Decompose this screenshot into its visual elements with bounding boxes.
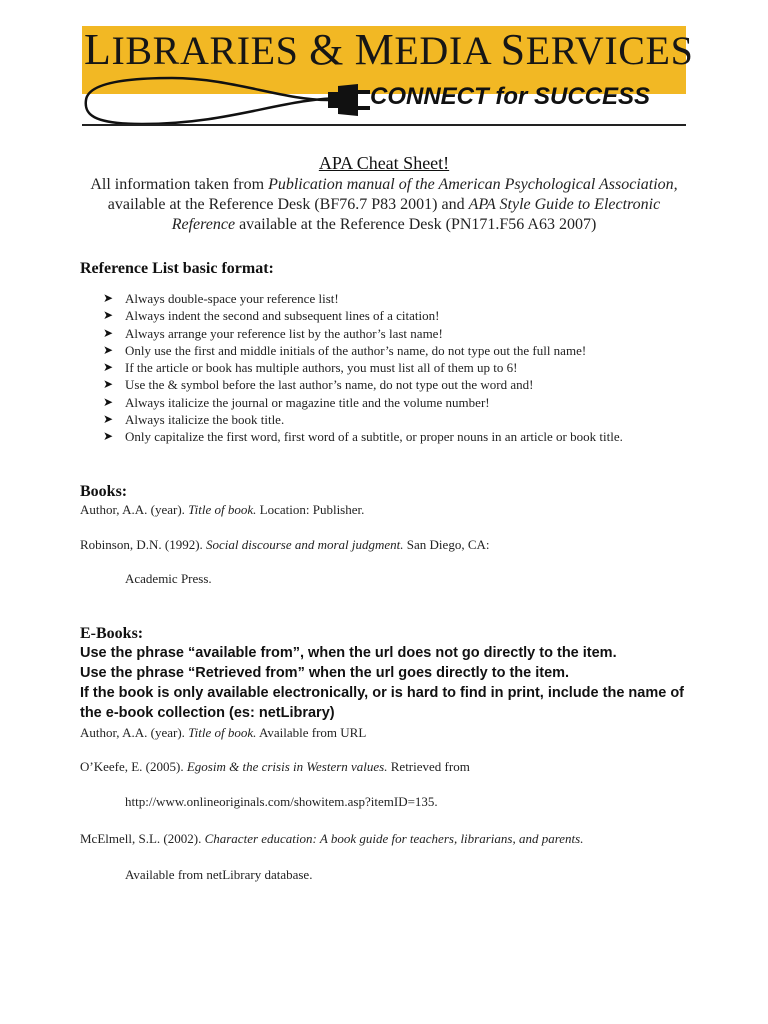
- arrow-bullet-icon: ➤: [103, 360, 114, 375]
- ebooks-format-line: Author, A.A. (year). Title of book. Available from URL: [80, 725, 367, 740]
- banner-divider: [82, 124, 686, 126]
- banner-title: LIBRARIES & MEDIA SERVICES: [84, 25, 694, 74]
- ebooks-example-2-continuation: Available from netLibrary database.: [125, 867, 313, 882]
- list-item: ➤ Always indent the second and subsequent lines of a citation!: [103, 308, 440, 324]
- arrow-bullet-icon: ➤: [103, 377, 114, 392]
- list-item: ➤ Always italicize the journal or magazine title and the volume number!: [103, 394, 490, 410]
- list-item: ➤ Only use the first and middle initials of the author’s name, do not type out the full name!: [103, 342, 587, 358]
- arrow-bullet-icon: ➤: [103, 342, 114, 357]
- list-item: ➤ Always double-space your reference list!: [103, 291, 339, 306]
- books-format-line: Author, A.A. (year). Title of book. Location: Publisher.: [80, 502, 365, 517]
- list-item: ➤ If the article or book has multiple authors, you must list all of them up to 6!: [103, 360, 518, 376]
- arrow-bullet-icon: ➤: [103, 429, 114, 444]
- intro-paragraph: All information taken from Publication manual of the American Psychological Association, available at the Reference Desk (BF76.7 P83 2001) and APA Style Guide to Electronic Reference available at the Reference Desk (PN171.F56 A63 2007): [90, 176, 678, 233]
- ebooks-rule-3: If the book is only available electronically, or is hard to find in print, include the name of the e-book collection (es: netLibrary): [80, 685, 685, 721]
- ebooks-example-1-url: http://www.onlineoriginals.com/showitem.asp?itemID=135.: [125, 794, 438, 809]
- arrow-bullet-icon: ➤: [103, 412, 114, 427]
- books-example-continuation: Academic Press.: [125, 571, 212, 586]
- banner-slogan: CONNECT for SUCCESS: [370, 83, 651, 110]
- arrow-bullet-icon: ➤: [103, 291, 114, 305]
- books-example-line: Robinson, D.N. (1992). Social discourse and moral judgment. San Diego, CA:: [80, 537, 490, 552]
- list-item: ➤ Use the & symbol before the last author’s name, do not type out the word and!: [103, 377, 534, 393]
- intro-source-2: APA Style Guide to Electronic Reference: [171, 196, 661, 233]
- arrow-bullet-icon: ➤: [103, 394, 114, 409]
- list-item: ➤ Always italicize the book title.: [103, 412, 285, 428]
- header-banner: [82, 25, 694, 126]
- list-item: ➤ Always arrange your reference list by the author’s last name!: [103, 325, 443, 341]
- books-heading: Books:: [80, 483, 128, 500]
- list-item: ➤ Only capitalize the first word, first word of a subtitle, or proper nouns in an article or book title.: [103, 429, 623, 445]
- arrow-bullet-icon: ➤: [103, 308, 114, 323]
- intro-source-1: Publication manual of the American Psychological Association,: [268, 176, 678, 193]
- ebooks-example-1: O’Keefe, E. (2005). Egosim & the crisis in Western values. Retrieved from: [80, 759, 470, 774]
- page-title: APA Cheat Sheet!: [318, 153, 450, 173]
- arrow-bullet-icon: ➤: [103, 325, 114, 340]
- ebooks-example-2: McElmell, S.L. (2002). Character education: A book guide for teachers, librarians, and parents.: [80, 831, 584, 846]
- ebooks-heading: E-Books:: [80, 625, 144, 642]
- ebooks-rule-2: Use the phrase “Retrieved from” when the url goes directly to the item.: [80, 665, 570, 681]
- reference-rules-list: [80, 290, 680, 446]
- reference-list-heading: Reference List basic format:: [80, 260, 274, 277]
- ebooks-rule-1: Use the phrase “available from”, when the url does not go directly to the item.: [80, 645, 617, 661]
